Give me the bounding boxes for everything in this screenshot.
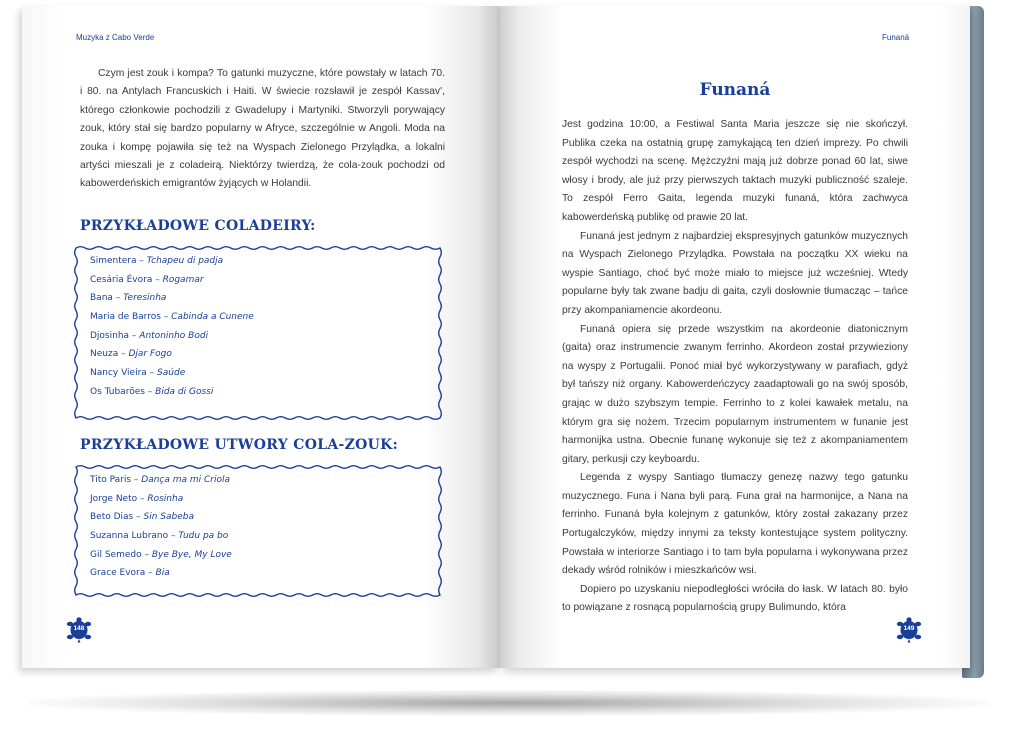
body-paragraph: Jest godzina 10:00, a Festiwal Santa Maria jeszcze się nie skończył. Publika czeka na ostatnią grupę zamykającą ten dzień imprezy. Po chwili zespół wychodzi na scenę. Mężczyźni mają już dobrze ponad 60 lat, siwe włosy i brody, ale już przy pierwszych taktach muzyki publiczność szaleje. To zespół Ferro Gaita, legenda muzyki funaná, która zachwyca kabowerdeńską publikę od prawie 20 lat. xyxy=(562,119,908,223)
list-item: Grace Evora – Bia xyxy=(90,568,170,579)
left-page-number: 148 xyxy=(66,617,92,643)
coladeiry-box xyxy=(72,244,444,422)
cola-zouk-box xyxy=(72,463,444,599)
cola-zouk-heading: PRZYKŁADOWE UTWORY COLA-ZOUK: xyxy=(80,437,399,453)
list-item: Suzanna Lubrano – Tudu pa bo xyxy=(90,531,229,542)
list-item: Djosinha – Antoninho Bodi xyxy=(90,330,209,341)
cola-zouk-list xyxy=(90,471,232,583)
list-item: Nancy Vieira – Saúde xyxy=(90,368,186,379)
chapter-title: Funaná xyxy=(699,80,771,100)
coladeiry-heading: PRZYKŁADOWE COLADEIRY: xyxy=(80,218,316,234)
list-item: Jorge Neto – Rosinha xyxy=(90,493,184,504)
body-paragraph: Dopiero po uzyskaniu niepodległości wróciła do łask. W latach 80. było to powiązane z rosnącą popularnością grupy Bulimundo, która xyxy=(562,583,908,614)
book-shadow xyxy=(30,690,990,716)
list-item: Beto Dias – Sin Sabeba xyxy=(90,512,194,523)
left-intro-text xyxy=(80,65,445,194)
list-item: Neuza – Djar Fogo xyxy=(90,349,172,360)
right-page-number: 149 xyxy=(896,617,922,643)
list-item: Bana – Teresinha xyxy=(90,293,167,304)
right-page xyxy=(500,6,970,668)
body-paragraph: Legenda z wyspy Santiago tłumaczy genezę nazwy tego gatunku muzycznego. Funa i Nana byli parą. Funa grał na harmonijce, a Nana na ferrinho. Funaná była kolejnym z gatunków, który został zakazany przez Portugalczyków, między innymi za teksty kontestujące system polityczny. Powstała w interiorze Santiago i to tam była popularna i wykonywana przez dekady wśród rolników i mieszkańców wsi. xyxy=(562,472,908,577)
list-item: Os Tubarões – Bida di Gossi xyxy=(90,386,214,397)
right-running-head: Funaná xyxy=(882,33,910,42)
list-item: Gil Semedo – Bye Bye, My Love xyxy=(90,549,232,560)
list-item: Tito Paris – Dança ma mi Criola xyxy=(90,475,231,485)
right-body-text xyxy=(562,116,908,618)
intro-paragraph: Czym jest zouk i kompa? To gatunki muzyczne, które powstały w latach 70. i 80. na Antylach Francuskich i Haiti. W świecie rozsławił je zespół Kassav', którego członkowie pochodzili z Gwadelupy i Martyniki. Stworzyli porywający zouk, który stał się bardzo popularny w Afryce, szczególnie w Angoli. Moda na zouka i kompę pojawiła się też na Wyspach Zielonego Przylądka, a lokalni artyści mieszali je z coladeirą. Niektórzy twierdzą, że cola-zouk pochodzi od kabowerdeńskich emigrantów żyjących w Holandii. xyxy=(80,68,445,190)
left-page xyxy=(22,6,500,668)
list-item: Simentera – Tchapeu di padja xyxy=(90,256,224,266)
body-paragraph: Funaná opiera się przede wszystkim na akordeonie diatonicznym (gaita) oraz instrumencie zwanym ferrinho. Akordeon został przywieziony na wyspy z Portugalii. Ponoć miał być wykorzystywany w parafiach, gdyż był tańszy niż organy. Kabowerdeńczycy zaadaptowali go na swój sposób, grając w dużo szybszym tempie. Ferrinho to z kolei kawałek metalu, na którym gra się nożem. Trzecim popularnym instrumentem w funanie jest harmonijka ustna. Obecnie funanę wykonuje się też z akompaniamentem gitary, perkusji czy keyboardu. xyxy=(562,323,908,465)
left-running-head: Muzyka z Cabo Verde xyxy=(76,33,155,42)
coladeiry-list xyxy=(90,252,254,402)
list-item: Maria de Barros – Cabinda a Cunene xyxy=(90,312,254,323)
list-item: Cesária Évora – Rogamar xyxy=(90,274,204,285)
body-paragraph: Funaná jest jednym z najbardziej ekspresyjnych gatunków muzycznych na Wyspach Zielonego Przylądka. Powstała na początku XX wieku na wyspie Santiago, choć być może miało to miejsce już wcześniej. Wtedy popularne były tak zwane badju di gaita, czyli dosłownie tłumacząc – tańce przy akompaniamencie akordeonu. xyxy=(562,230,908,316)
